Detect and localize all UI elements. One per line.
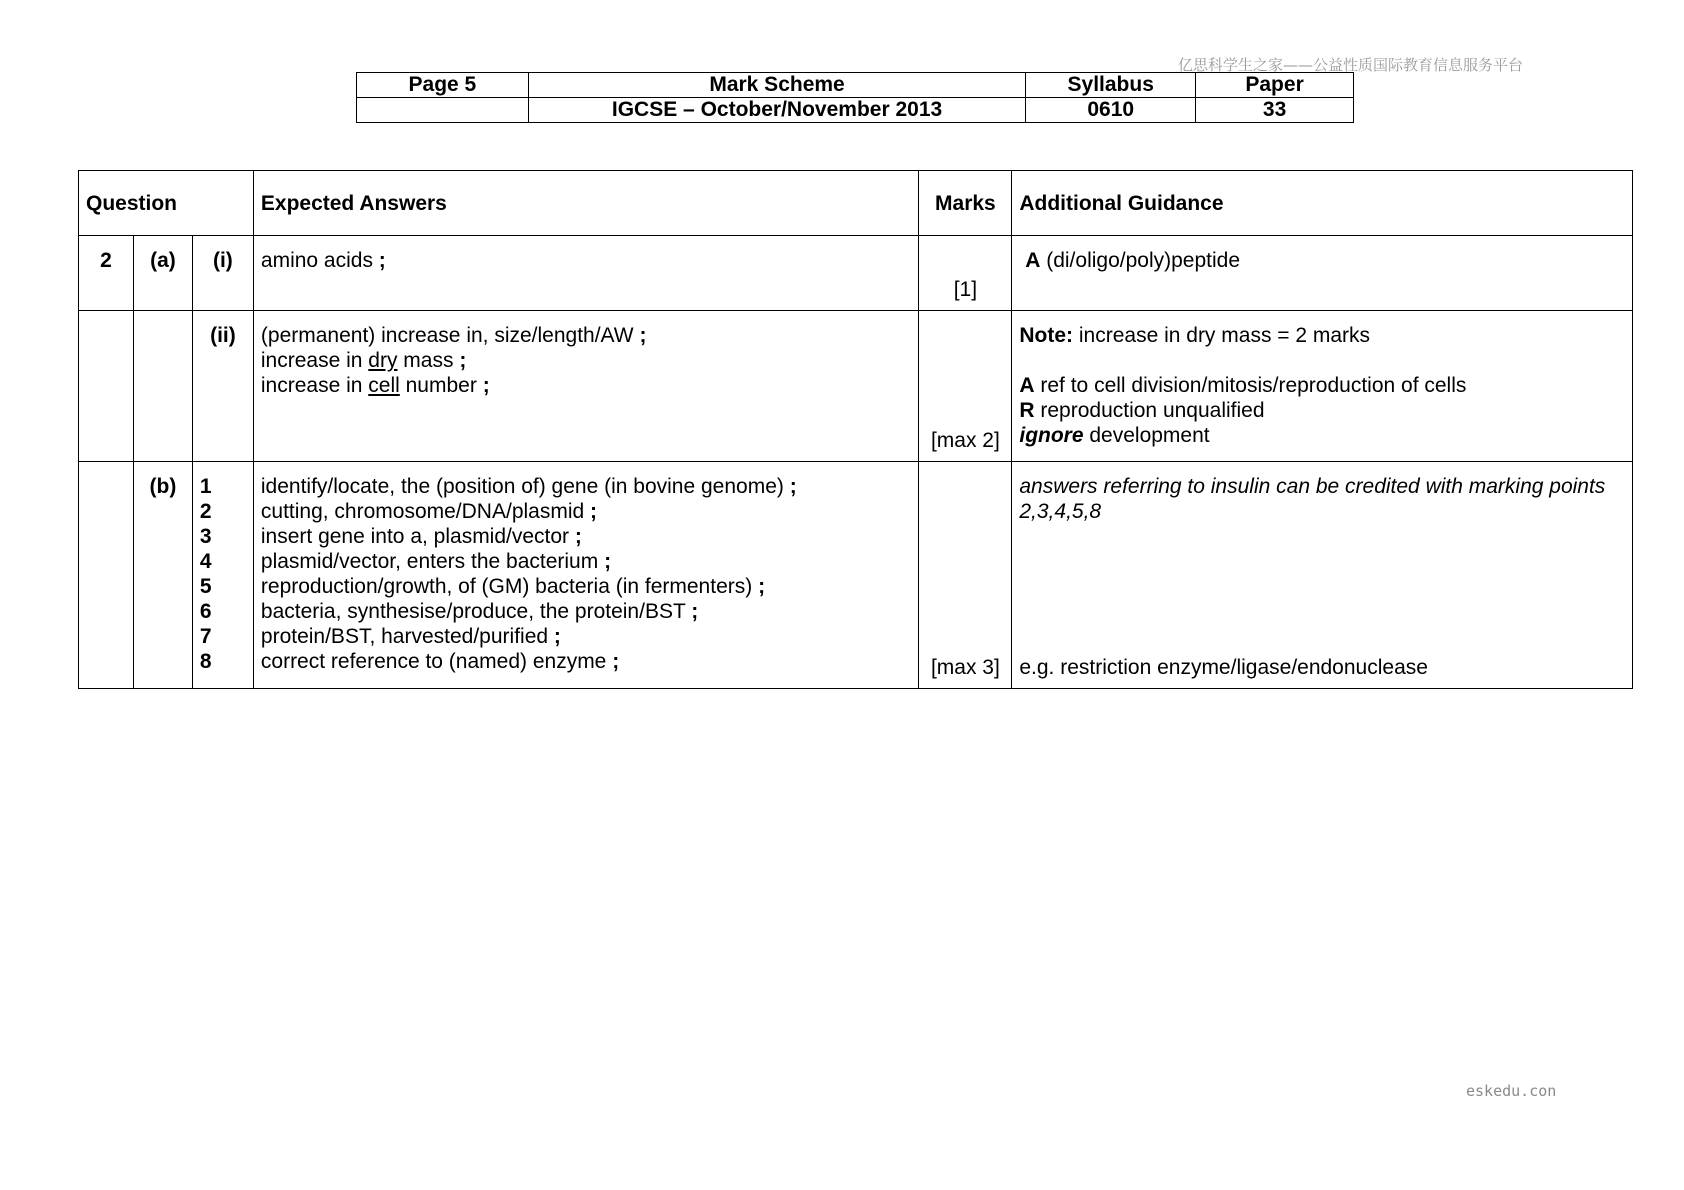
empty-cell: [357, 98, 529, 123]
list-item: bacteria, synthesise/produce, the protein/BST ;: [260, 600, 699, 623]
list-item: insert gene into a, plasmid/vector ;: [260, 525, 582, 548]
table-row: [79, 462, 1633, 689]
expected-answer: amino acids ;: [260, 249, 386, 272]
watermark-bottom: eskedu.con: [1466, 1082, 1557, 1100]
list-item: cutting, chromosome/DNA/plasmid ;: [260, 500, 598, 523]
header-table: [356, 72, 1354, 123]
question-part: (b): [149, 475, 177, 498]
list-item: identify/locate, the (position of) gene (in bovine genome) ;: [260, 475, 797, 498]
marks-value: [1]: [953, 278, 978, 301]
guidance-header: Additional Guidance: [1012, 171, 1633, 236]
list-item: plasmid/vector, enters the bacterium ;: [260, 550, 612, 573]
answers-header: Expected Answers: [253, 171, 919, 236]
table-row: [79, 236, 1633, 311]
list-item: correct reference to (named) enzyme ;: [260, 650, 620, 673]
marks-value: [max 3]: [930, 656, 1000, 679]
paper-number: 33: [1196, 98, 1354, 123]
table-row: [79, 311, 1633, 462]
marks-header: Marks: [919, 171, 1012, 236]
guidance-example: e.g. restriction enzyme/ligase/endonuclease: [1019, 656, 1428, 679]
syllabus-label: Syllabus: [1026, 73, 1196, 98]
question-subpart: (ii): [210, 324, 236, 347]
question-number: 2: [100, 249, 112, 272]
marks-value: [max 2]: [930, 429, 1000, 452]
marking-point-numbers: 1 2 3 4 5 6 7 8: [199, 475, 212, 673]
marking-points: [261, 462, 913, 674]
document-title: Mark Scheme: [528, 73, 1025, 98]
question-subpart: (i): [212, 249, 233, 272]
exam-session: IGCSE – October/November 2013: [528, 98, 1025, 123]
syllabus-code: 0610: [1026, 98, 1196, 123]
question-part: (a): [150, 249, 176, 272]
watermark-top: 亿思科学生之家——公益性质国际教育信息服务平台: [1178, 56, 1524, 74]
question-header: Question: [79, 171, 254, 236]
paper-label: Paper: [1196, 73, 1354, 98]
additional-guidance: answers referring to insulin can be credited with marking points 2,3,4,5,8: [1019, 475, 1606, 523]
list-item: protein/BST, harvested/purified ;: [260, 625, 561, 648]
expected-answers: (permanent) increase in, size/length/AW ; increase in dry mass ; increase in cell number ;: [260, 324, 647, 397]
mark-scheme-table: [78, 170, 1633, 689]
additional-guidance: Note: increase in dry mass = 2 marks A ref to cell division/mitosis/reproduction of cells R reproduction unqualified ignore development: [1019, 324, 1467, 447]
list-item: reproduction/growth, of (GM) bacteria (in fermenters) ;: [260, 575, 766, 598]
additional-guidance: A (di/oligo/poly)peptide: [1025, 249, 1241, 272]
page-number: Page 5: [357, 73, 529, 98]
table-header-row: [79, 171, 1633, 236]
